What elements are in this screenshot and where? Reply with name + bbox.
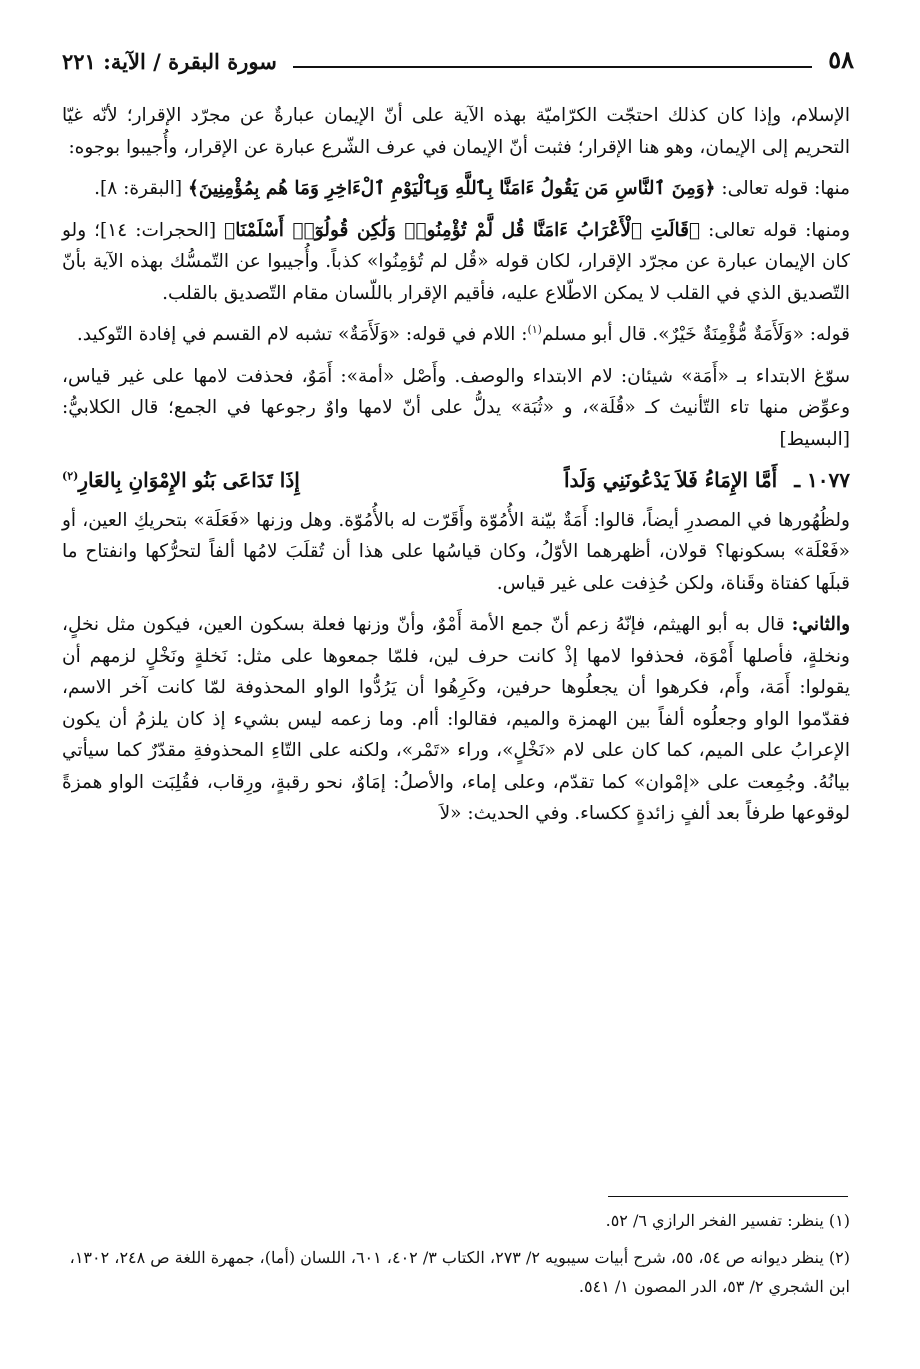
paragraph-4-text-a: قوله: «وَلَأَمَةٌ مُّؤْمِنَةٌ خَيْرٌ». قال أبو مسلم bbox=[541, 324, 850, 345]
running-title: سورة البقرة / الآية: ٢٢١ bbox=[62, 49, 277, 74]
paragraph-7-text: قال به أبو الهيثم، فإنّهُ زعم أنّ جمع الأمة أَمْوٌ، وأنّ وزنها فعلة بسكون العين، فيكون مثل نخلٍ، ونخلةٍ، فأصلها أَمْوَة، فحذفوا لامها إذْ كانت حرف لين، فلمّا جمعوها على مثل: نَخلةٍ ونَخْلٍ لزمهم أن يقولوا: أَمَة، وأَم، فكرهوا أن يجعلُوها حرفين، وكَرِهُوا أن يَرُدُّوا الواو المحذوفة لمّا كانت آخر الاسم، فقدّموا الواو وجعلُوه ألفاً بين الهمزة والميم، فقالوا: أام. وما زعمه ليس بشيء إذ كان يلزمُ أن يكون الإعرابُ على الميم، كما كان على لام «نَخْلٍ»، وراء «تَمْر»، ولكنه على التّاءِ المحذوفةِ مقدّرٌ كما سيأتي بيانُهُ. وجُمِعت على «إمْوان» كما تقدّم، وعلى إماء، والأصلُ: إمَاوٌ، نحو رقبةٍ، ورِقاب، فقُلِبَت الواو همزةً لوقوعها طرفاً بعد ألفٍ زائدةٍ ككساء. وفي الحديث: «لاَ bbox=[62, 614, 850, 824]
paragraph-3-text: [الحجرات: ١٤]؛ ولو كان الإيمان عبارة عن مجرّد الإقرار، لكان قوله «قُل لم تُؤمِنُوا» كذباً. وأُجيبوا عن التّمسُّك بهذه الآية بأنّ التّصديق الذي في القلب لا يمكن الاطّلاع عليه، فأقيم الإقرار باللّسان مقام التّصديق بالقلب. bbox=[62, 219, 850, 304]
poem-first-hemistich: أَمَّا الإِمَاءُ فَلاَ يَدْعُونَنِي وَلَداً bbox=[563, 468, 778, 492]
footnotes bbox=[62, 1206, 850, 1309]
paragraph-4 bbox=[62, 319, 850, 351]
paragraph-3-lead: ومنها: قوله تعالى: bbox=[708, 219, 851, 241]
poem-verse bbox=[62, 465, 850, 497]
poem-second-hemistich: إِذَا تَدَاعَى بَنُو الإِمْوَانِ بِالعَارِ bbox=[78, 468, 300, 492]
paragraph-3 bbox=[62, 215, 850, 310]
paragraph-7-lead: والثاني: bbox=[791, 614, 850, 635]
header-rule bbox=[293, 66, 812, 68]
verse-reference-1: [البقرة: ٨]. bbox=[94, 178, 183, 199]
page-number: ٥٨ bbox=[828, 45, 854, 74]
paragraph-2-lead: منها: قوله تعالى: bbox=[721, 178, 850, 199]
quran-verse-1: ﴿وَمِنَ ٱلنَّاسِ مَن يَقُولُ ءَامَنَّا بِٱللَّهِ وَبِٱلْيَوْمِ ٱلْءَاخِرِ وَمَا هُم بِمُؤْمِنِينَ﴾ bbox=[188, 178, 716, 199]
footnote-1: (١) ينظر: تفسير الفخر الرازي ٦/ ٥٢. bbox=[605, 1211, 850, 1230]
page-header bbox=[62, 34, 854, 74]
footnote-ref-2: (٢) bbox=[62, 469, 79, 483]
footnote-separator bbox=[608, 1196, 848, 1197]
poem-second-half bbox=[62, 465, 300, 497]
main-text bbox=[62, 100, 850, 840]
quran-verse-2: ﴿قَالَتِ ٱلْأَعْرَابُ ءَامَنَّا قُل لَّمْ تُؤْمِنُوا۟ وَلَٰكِن قُولُوٓا۟ أَسْلَمْنَا﴾ bbox=[224, 219, 701, 241]
paragraph-2 bbox=[62, 173, 850, 205]
footnote-2: (٢) ينظر ديوانه ص ٥٤، ٥٥، شرح أبيات سيبويه ٢/ ٢٧٣، الكتاب ٣/ ٤٠٢، ٦٠١، اللسان (أما)، جمهرة اللغة ص ٢٤٨، ١٣٠٢، ابن الشجري ٢/ ٥٣، الدر المصون ١/ ٥٤١. bbox=[69, 1248, 850, 1296]
paragraph-7 bbox=[62, 609, 850, 830]
poem-number: ١٠٧٧ ـ bbox=[794, 468, 850, 492]
paragraph-4-text-b: : اللام في قوله: «وَلَأَمَةٌ» تشبه لام القسم في إفادة التّوكيد. bbox=[76, 324, 528, 345]
paragraph-5: سوّغ الابتداء بـ «أَمَة» شيئان: لام الابتداء والوصف. وأَصْل «أمة»: أَمَوٌ، فحذفت لامها على غير قياس، وعوِّض منها تاء التّأنيث كـ «قُلَة»، و «ثُبَة» يدلُّ على أنّ لامها واوٌ رجوعها في الجمع؛ قال الكلابيُّ: [البسيط] bbox=[62, 365, 850, 450]
paragraph-6: ولظُهُورها في المصدرِ أيضاً، قالوا: أَمَةٌ بيّنة الأُمُوّة وأَقَرّت له بالأُمُوّة. وهل وزنها «فَعَلَة» بتحريكِ العين، أو «فَعْلَة» بسكونها؟ قولان، أظهرهما الأوّلُ، وكان قياسُها على هذا أن تُقلَبَ لامُها ألفاً لتحرُّكها وانفتاح ما قبلَها كفتاة وقَناة، ولكن حُذِفت على غير قياس. bbox=[62, 509, 850, 594]
poem-first-half bbox=[564, 465, 850, 497]
paragraph-1: الإسلام، وإذا كان كذلك احتجّت الكرّاميّة بهذه الآية على أنّ الإيمان عبارةٌ عن مجرّد الإقرار؛ لأنّه غيّا التحريم إلى الإيمان، وهو هنا الإقرار؛ فثبت أنّ الإيمان في عرف الشّرع عبارة عن الإقرار، وأُجيبوا بوجوه: bbox=[62, 105, 850, 158]
footnote-ref-1: (١) bbox=[527, 322, 542, 336]
